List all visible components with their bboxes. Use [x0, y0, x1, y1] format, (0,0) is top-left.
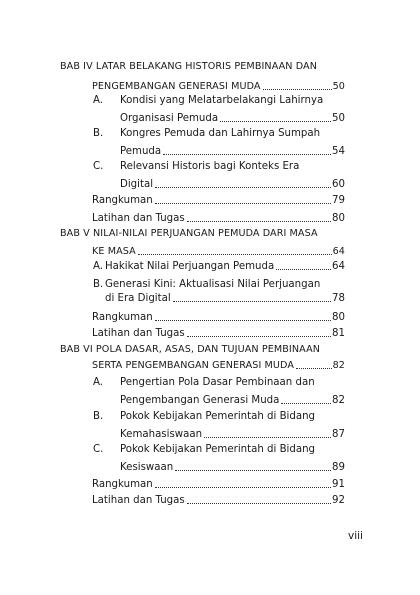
toc-entry-title: Pengertian Pola Dasar Pembinaan dan: [120, 377, 315, 388]
toc-entry[interactable]: [120, 112, 345, 125]
dot-leader: [163, 154, 331, 155]
toc-entry[interactable]: [120, 178, 345, 191]
toc-page-number: 91: [332, 479, 345, 490]
toc-page-number: 64: [332, 246, 345, 257]
dot-leader: [187, 336, 331, 337]
toc-item-letter: A.: [93, 261, 104, 272]
toc-page-number: 92: [332, 495, 345, 506]
toc-entry[interactable]: [92, 478, 345, 491]
toc-entry[interactable]: [120, 127, 320, 140]
toc-entry[interactable]: [92, 245, 345, 258]
toc-entry[interactable]: [92, 311, 345, 324]
toc-entry-title: Rangkuman: [92, 195, 153, 206]
toc-entry[interactable]: [120, 394, 345, 407]
toc-entry-title: Pemuda: [120, 146, 162, 157]
dot-leader: [155, 203, 331, 204]
toc-entry-title: Pengembangan Generasi Muda: [120, 395, 280, 406]
toc-entry-title: Latihan dan Tugas: [92, 495, 185, 506]
toc-entry[interactable]: [120, 376, 315, 389]
toc-entry[interactable]: [92, 80, 345, 93]
toc-page-number: 50: [332, 113, 345, 124]
toc-item-letter: B.: [93, 128, 104, 139]
toc-entry-title: SERTA PENGEMBANGAN GENERASI MUDA: [92, 360, 295, 371]
toc-page-number: 80: [332, 213, 345, 224]
toc-page-number: 50: [332, 81, 345, 92]
toc-entry-title: Pokok Kebijakan Pemerintah di Bidang: [120, 444, 316, 455]
toc-entry[interactable]: [120, 160, 299, 173]
toc-item-letter: C.: [93, 444, 104, 455]
toc-entry[interactable]: [92, 212, 345, 225]
dot-leader: [204, 437, 331, 438]
toc-entry-title: Kesiswaan: [120, 462, 174, 473]
toc-entry-title: di Era Digital: [105, 293, 171, 304]
page-number: viii: [348, 530, 363, 542]
dot-leader: [175, 470, 331, 471]
toc-page-number: 87: [332, 429, 345, 440]
dot-leader: [155, 187, 331, 188]
toc-entry-title: Latihan dan Tugas: [92, 213, 185, 224]
toc-page-number: 54: [332, 146, 345, 157]
toc-page-number: 80: [332, 312, 345, 323]
toc-entry[interactable]: [120, 461, 345, 474]
dot-leader: [138, 254, 332, 255]
toc-entry[interactable]: [92, 194, 345, 207]
toc-page-number: 89: [332, 462, 345, 473]
toc-entry-title: KE MASA: [92, 246, 136, 257]
toc-item-letter: A.: [93, 95, 104, 106]
toc-entry-title: Rangkuman: [92, 479, 153, 490]
toc-entry-title: Pokok Kebijakan Pemerintah di Bidang: [120, 411, 316, 422]
toc-entry-title: Kondisi yang Melatarbelakangi Lahirnya: [120, 95, 324, 106]
dot-leader: [173, 301, 331, 302]
toc-entry[interactable]: [120, 410, 315, 423]
toc-item-letter: B.: [93, 411, 104, 422]
toc-page-number: 81: [332, 328, 345, 339]
toc-entry[interactable]: [120, 145, 345, 158]
toc-entry-title: BAB V NILAI-NILAI PERJUANGAN PEMUDA DARI MASA: [60, 228, 318, 239]
toc-entry-title: Kemahasiswaan: [120, 429, 203, 440]
toc-entry-title: PENGEMBANGAN GENERASI MUDA: [92, 81, 261, 92]
dot-leader: [220, 121, 331, 122]
toc-entry-title: BAB VI POLA DASAR, ASAS, DAN TUJUAN PEMBINAAN: [60, 344, 321, 355]
toc-entry[interactable]: [60, 343, 320, 356]
dot-leader: [281, 403, 331, 404]
dot-leader: [155, 320, 331, 321]
toc-entry[interactable]: [92, 494, 345, 507]
toc-entry-title: Organisasi Pemuda: [120, 113, 219, 124]
toc-entry-title: BAB IV LATAR BELAKANG HISTORIS PEMBINAAN DAN: [60, 61, 317, 72]
toc-entry-title: Relevansi Historis bagi Konteks Era: [120, 161, 300, 172]
dot-leader: [155, 487, 331, 488]
dot-leader: [276, 269, 331, 270]
toc-page-number: 78: [332, 293, 345, 304]
toc-item-letter: B.: [93, 279, 104, 290]
toc-page-number: 82: [332, 360, 345, 371]
toc-entry-title: Latihan dan Tugas: [92, 328, 185, 339]
toc-entry-title: Kongres Pemuda dan Lahirnya Sumpah: [120, 128, 321, 139]
toc-entry-title: Hakikat Nilai Perjuangan Pemuda: [105, 261, 275, 272]
toc-page-number: 79: [332, 195, 345, 206]
dot-leader: [187, 503, 331, 504]
toc-entry[interactable]: [60, 227, 318, 240]
toc-entry-title: Rangkuman: [92, 312, 153, 323]
toc-page-number: 82: [332, 395, 345, 406]
toc-entry[interactable]: [120, 428, 345, 441]
toc-entry[interactable]: [105, 260, 345, 273]
toc-item-letter: A.: [93, 377, 104, 388]
toc-item-letter: C.: [93, 161, 104, 172]
toc-entry-title: Digital: [120, 179, 154, 190]
toc-page-number: 64: [332, 261, 345, 272]
toc-entry-title: Generasi Kini: Aktualisasi Nilai Perjuangan: [105, 279, 321, 290]
dot-leader: [187, 221, 331, 222]
toc-entry[interactable]: [105, 292, 345, 305]
toc-entry[interactable]: [92, 327, 345, 340]
toc-page-number: 60: [332, 179, 345, 190]
dot-leader: [296, 368, 332, 369]
toc-entry[interactable]: [120, 443, 315, 456]
toc-entry[interactable]: [105, 278, 320, 291]
toc-entry[interactable]: [92, 359, 345, 372]
toc-entry[interactable]: [60, 60, 317, 73]
toc-entry[interactable]: [120, 94, 323, 107]
dot-leader: [263, 89, 332, 90]
